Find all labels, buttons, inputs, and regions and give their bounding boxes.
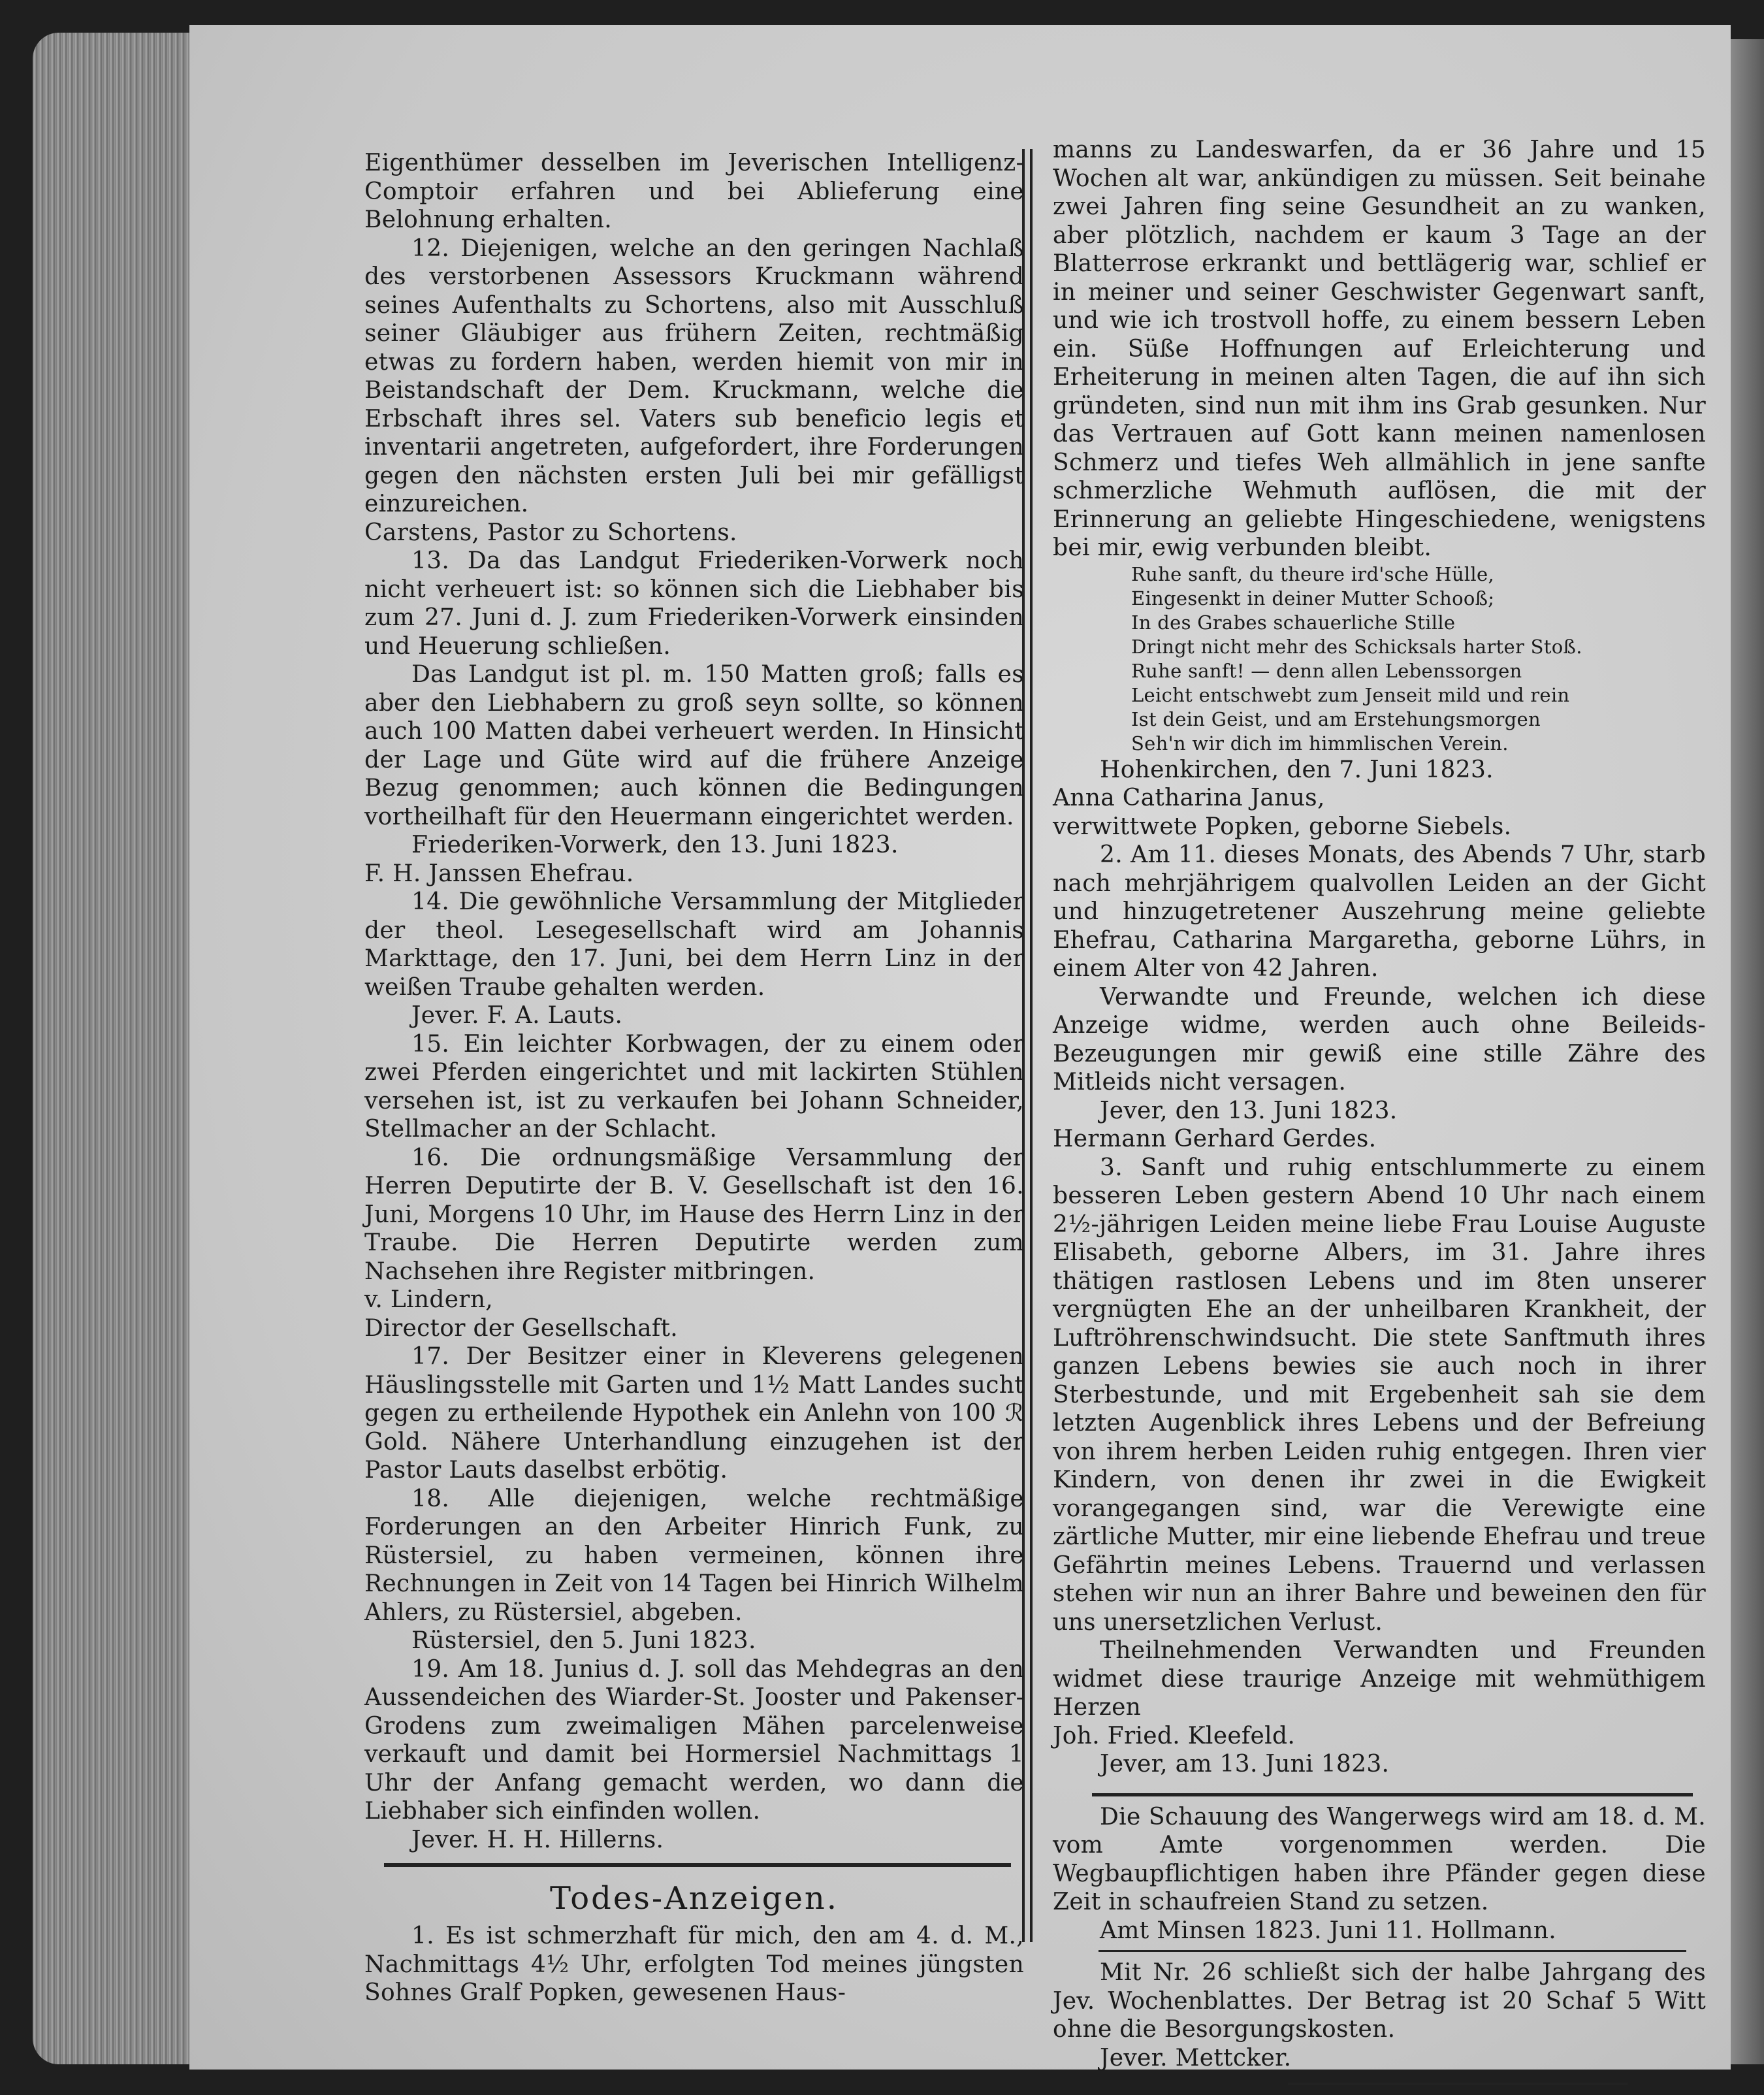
paragraph-r3: Anna Catharina Janus,	[1053, 785, 1325, 811]
paragraph-l18: Jever. H. H. Hillerns.	[411, 1826, 664, 1853]
paragraph-l10: 15. Ein leichter Korbwagen, der zu einem oder zwei Pferden eingerichtet und mit lackirten Stühlen versehen ist, ist zu verkaufen bei Johann Schneider, Stellmacher an der Schlacht.	[364, 1030, 1024, 1143]
paragraph-r2: Hohenkirchen, den 7. Juni 1823.	[1100, 756, 1494, 783]
column-divider-right-rule	[1030, 149, 1033, 1942]
closing-rule	[1288, 2083, 1628, 2085]
left-column-body	[364, 149, 1024, 1854]
right-column-body	[1053, 136, 1706, 562]
paragraph-r12: Jever, am 13. Juni 1823.	[1100, 1751, 1390, 1778]
final-separator-rule	[1098, 1950, 1686, 1952]
paragraph-r1: manns zu Landeswarfen, da er 36 Jahre und 15 Wochen alt war, ankündigen zu müssen. Seit beinahe zwei Jahren fing seine Gesundheit an zu wanken, aber plötzlich, nachdem er kaum 3 Tage an der Blatterrose erkrankt und bettlägerig war, schlief er in meiner und seiner Geschwister Gegenwart sanft, und wie ich trostvoll hoffe, zu einem bessern Leben ein. Süße Hoffnungen auf Erleichterung und Erheiterung in meinen alten Tagen, die auf ihn sich gründeten, sind nun mit ihm ins Grab gesunken. Nur das Vertrauen auf Gott kann meinen namenlosen Schmerz und tiefes Weh allmählich in jene sanfte schmerzliche Wehmuth auflösen, die mit der Erinnerung an geliebte Hingeschiedene, wenigstens bei mir, ewig verbunden bleibt.	[1053, 137, 1706, 561]
left-column-death-notice	[364, 1922, 1024, 2007]
paragraph-r11: Joh. Fried. Kleefeld.	[1053, 1722, 1296, 1749]
notice-separator-rule	[1092, 1793, 1693, 1796]
paragraph-l7: F. H. Janssen Ehefrau.	[364, 860, 634, 887]
poem-line: Ruhe sanft! — denn allen Lebenssorgen	[1131, 659, 1522, 682]
poem-line: Ruhe sanft, du theure ird'sche Hülle,	[1131, 562, 1494, 585]
death-notices-rule	[384, 1863, 1011, 1867]
paragraph-l17: 19. Am 18. Junius d. J. soll das Mehdegras an den Aussendeichen des Wiarder-St. Jooster und Pakenser-Grodens zum zweimaligen Mähen parcelenweise verkauft und damit bei Hormersiel Nachmittags 1 Uhr der Anfang gemacht werden, wo dann die Liebhaber sich einfinden wollen.	[364, 1655, 1024, 1825]
poem-line: Seh'n wir dich im himmlischen Verein.	[1131, 732, 1509, 755]
right-column	[1053, 136, 1706, 2085]
next-page-edge	[1731, 39, 1764, 2064]
poem-line: In des Grabes schauerliche Stille	[1131, 611, 1456, 634]
paragraph-l2: 12. Diejenigen, welche an den geringen Nachlaß des verstorbenen Assessors Kruckmann während seines Aufenthalts zu Schortens, also mit Ausschluß seiner Gläubiger aus frühern Zeiten, rechtmäßig etwas zu fordern haben, werden hiemit von mir in Beistandschaft der Dem. Kruckmann, welche die Erbschaft ihres sel. Vaters sub beneficio legis et inventarii angetreten, aufgefordert, ihre Forderungen gegen den nächsten ersten Juli bei mir gefälligst einzureichen.	[364, 235, 1024, 517]
paragraph-r10: Theilnehmenden Verwandten und Freunden widmet diese traurige Anzeige mit wehmüthigem Herzen	[1053, 1637, 1706, 1721]
paragraph-l13: Director der Gesellschaft.	[364, 1314, 679, 1342]
paragraph-l11: 16. Die ordnungsmäßige Versammlung der Herren Deputirte der B. V. Gesellschaft ist den 16. Juni, Morgens 10 Uhr, im Hause des Herrn Linz in der Traube. Die Herren Deputirte werden zum Nachsehen ihre Register mitbringen.	[364, 1144, 1024, 1285]
paragraph-d1: 1. Es ist schmerzhaft für mich, den am 4. d. M., Nachmittags 4½ Uhr, erfolgten Tod meines jüngsten Sohnes Gralf Popken, gewesenen Haus-	[364, 1923, 1024, 2006]
poem-line: Ist dein Geist, und am Erstehungsmorgen	[1131, 707, 1541, 730]
paragraph-r14: Amt Minsen 1823. Juni 11. Hollmann.	[1100, 1917, 1556, 1944]
book-page-edges	[33, 33, 202, 2064]
subscription-notice	[1053, 1958, 1706, 2072]
paragraph-l4: 13. Da das Landgut Friederiken-Vorwerk noch nicht verheuert ist: so können sich die Liebhaber bis zum 27. Juni d. J. zum Friederiken-Vorwerk einsinden und Heuerung schließen.	[364, 547, 1024, 660]
paragraph-l8: 14. Die gewöhnliche Versammlung der Mitglieder der theol. Lesegesellschaft wird am Johannis Markttage, den 17. Juni, bei dem Herrn Linz in der weißen Traube gehalten werden.	[364, 888, 1024, 1001]
paragraph-r16: Jever. Mettcker.	[1100, 2044, 1292, 2071]
paragraph-l16: Rüstersiel, den 5. Juni 1823.	[411, 1627, 756, 1654]
paragraph-r9: 3. Sanft und ruhig entschlummerte zu einem besseren Leben gestern Abend 10 Uhr nach einem 2½-jährigen Leiden meine liebe Frau Louise Auguste Elisabeth, geborne Albers, im 31. Jahre ihres thätigen rastlosen Lebens und im 8ten unserer vergnügten Ehe an der unheilbaren Krankheit, der Luftröhrenschwindsucht. Die stete Sanftmuth ihres ganzen Lebens bewies sie auch noch in ihrer Sterbestunde, und mit Ergebenheit sah sie dem letzten Augenblick ihres Lebens und der Befreiung von ihrem herben Leiden ruhig entgegen. Ihren vier Kindern, von denen ihr zwei in die Ewigkeit vorangegangen sind, war die Verewigte eine zärtliche Mutter, mir eine liebende Ehefrau und treue Gefährtin meines Lebens. Trauernd und verlassen stehen wir nun an ihrer Bahre und beweinen den für uns unersetzlichen Verlust.	[1053, 1154, 1706, 1636]
paragraph-r5: 2. Am 11. dieses Monats, des Abends 7 Uhr, starb nach mehrjährigem qualvollen Leiden an der Gicht und hinzugetretener Auszehrung meine geliebte Ehefrau, Catharina Margaretha, geborne Lührs, in einem Alter von 42 Jahren.	[1053, 841, 1706, 982]
paragraph-r13: Die Schauung des Wangerwegs wird am 18. d. M. vom Amte vorgenommen werden. Die Wegbaupflichtigen haben ihre Pfänder gegen diese Zeit in schaufreien Stand zu setzen.	[1053, 1803, 1706, 1915]
paragraph-l3: Carstens, Pastor zu Schortens.	[364, 519, 737, 546]
paragraph-r4: verwittwete Popken, geborne Siebels.	[1053, 813, 1512, 840]
left-column	[364, 149, 1024, 2007]
paragraph-r8: Hermann Gerhard Gerdes.	[1053, 1126, 1377, 1152]
paragraph-l15: 18. Alle diejenigen, welche rechtmäßige Forderungen an den Arbeiter Hinrich Funk, zu Rüstersiel, zu haben vermeinen, können ihre Rechnungen in Zeit von 14 Tagen bei Hinrich Wilhelm Ahlers, zu Rüstersiel, abgeben.	[364, 1485, 1024, 1626]
paragraph-l14: 17. Der Besitzer einer in Kleverens gelegenen Häuslingsstelle mit Garten und 1½ Matt Landes sucht gegen zu ertheilende Hypothek ein Anlehn von 100 ℛ Gold. Nähere Unterhandlung einzugehen ist der Pastor Lauts daselbst erbötig.	[364, 1343, 1024, 1484]
paragraph-r7: Jever, den 13. Juni 1823.	[1100, 1097, 1398, 1124]
poem-line: Dringt nicht mehr des Schicksals harter Stoß.	[1131, 635, 1582, 658]
paragraph-l1: Eigenthümer desselben im Jeverischen Intelligenz-Comptoir erfahren und bei Ablieferung eine Belohnung erhalten.	[364, 150, 1024, 233]
paragraph-r6: Verwandte und Freunde, welchen ich diese Anzeige widme, werden auch ohne Beileids-Bezeugungen mir gewiß eine stille Zähre des Mitleids nicht versagen.	[1053, 983, 1706, 1096]
road-inspection-notice	[1053, 1803, 1706, 1945]
paragraph-l12: v. Lindern,	[364, 1286, 494, 1313]
death-notices-heading: Todes-Anzeigen.	[549, 1880, 839, 1917]
paragraph-l6: Friederiken-Vorwerk, den 13. Juni 1823.	[411, 832, 899, 858]
poem-line: Eingesenkt in deiner Mutter Schooß;	[1131, 587, 1495, 609]
memorial-poem	[1053, 562, 1706, 756]
paragraph-r15: Mit Nr. 26 schließt sich der halbe Jahrgang des Jev. Wochenblattes. Der Betrag ist 20 Schaf 5 Witt ohne die Besorgungskosten.	[1053, 1959, 1706, 2043]
right-column-notices	[1053, 756, 1706, 1779]
paragraph-l5: Das Landgut ist pl. m. 150 Matten groß; falls es aber den Liebhabern zu groß seyn sollte, so können auch 100 Matten dabei verheuert werden. In Hinsicht der Lage und Güte wird auf die frühere Anzeige Bezug genommen; auch können die Bedingungen vortheilhaft für den Heuermann eingerichtet werden.	[364, 661, 1024, 830]
poem-line: Leicht entschwebt zum Jenseit mild und rein	[1131, 683, 1570, 706]
paragraph-l9: Jever. F. A. Lauts.	[411, 1002, 623, 1029]
